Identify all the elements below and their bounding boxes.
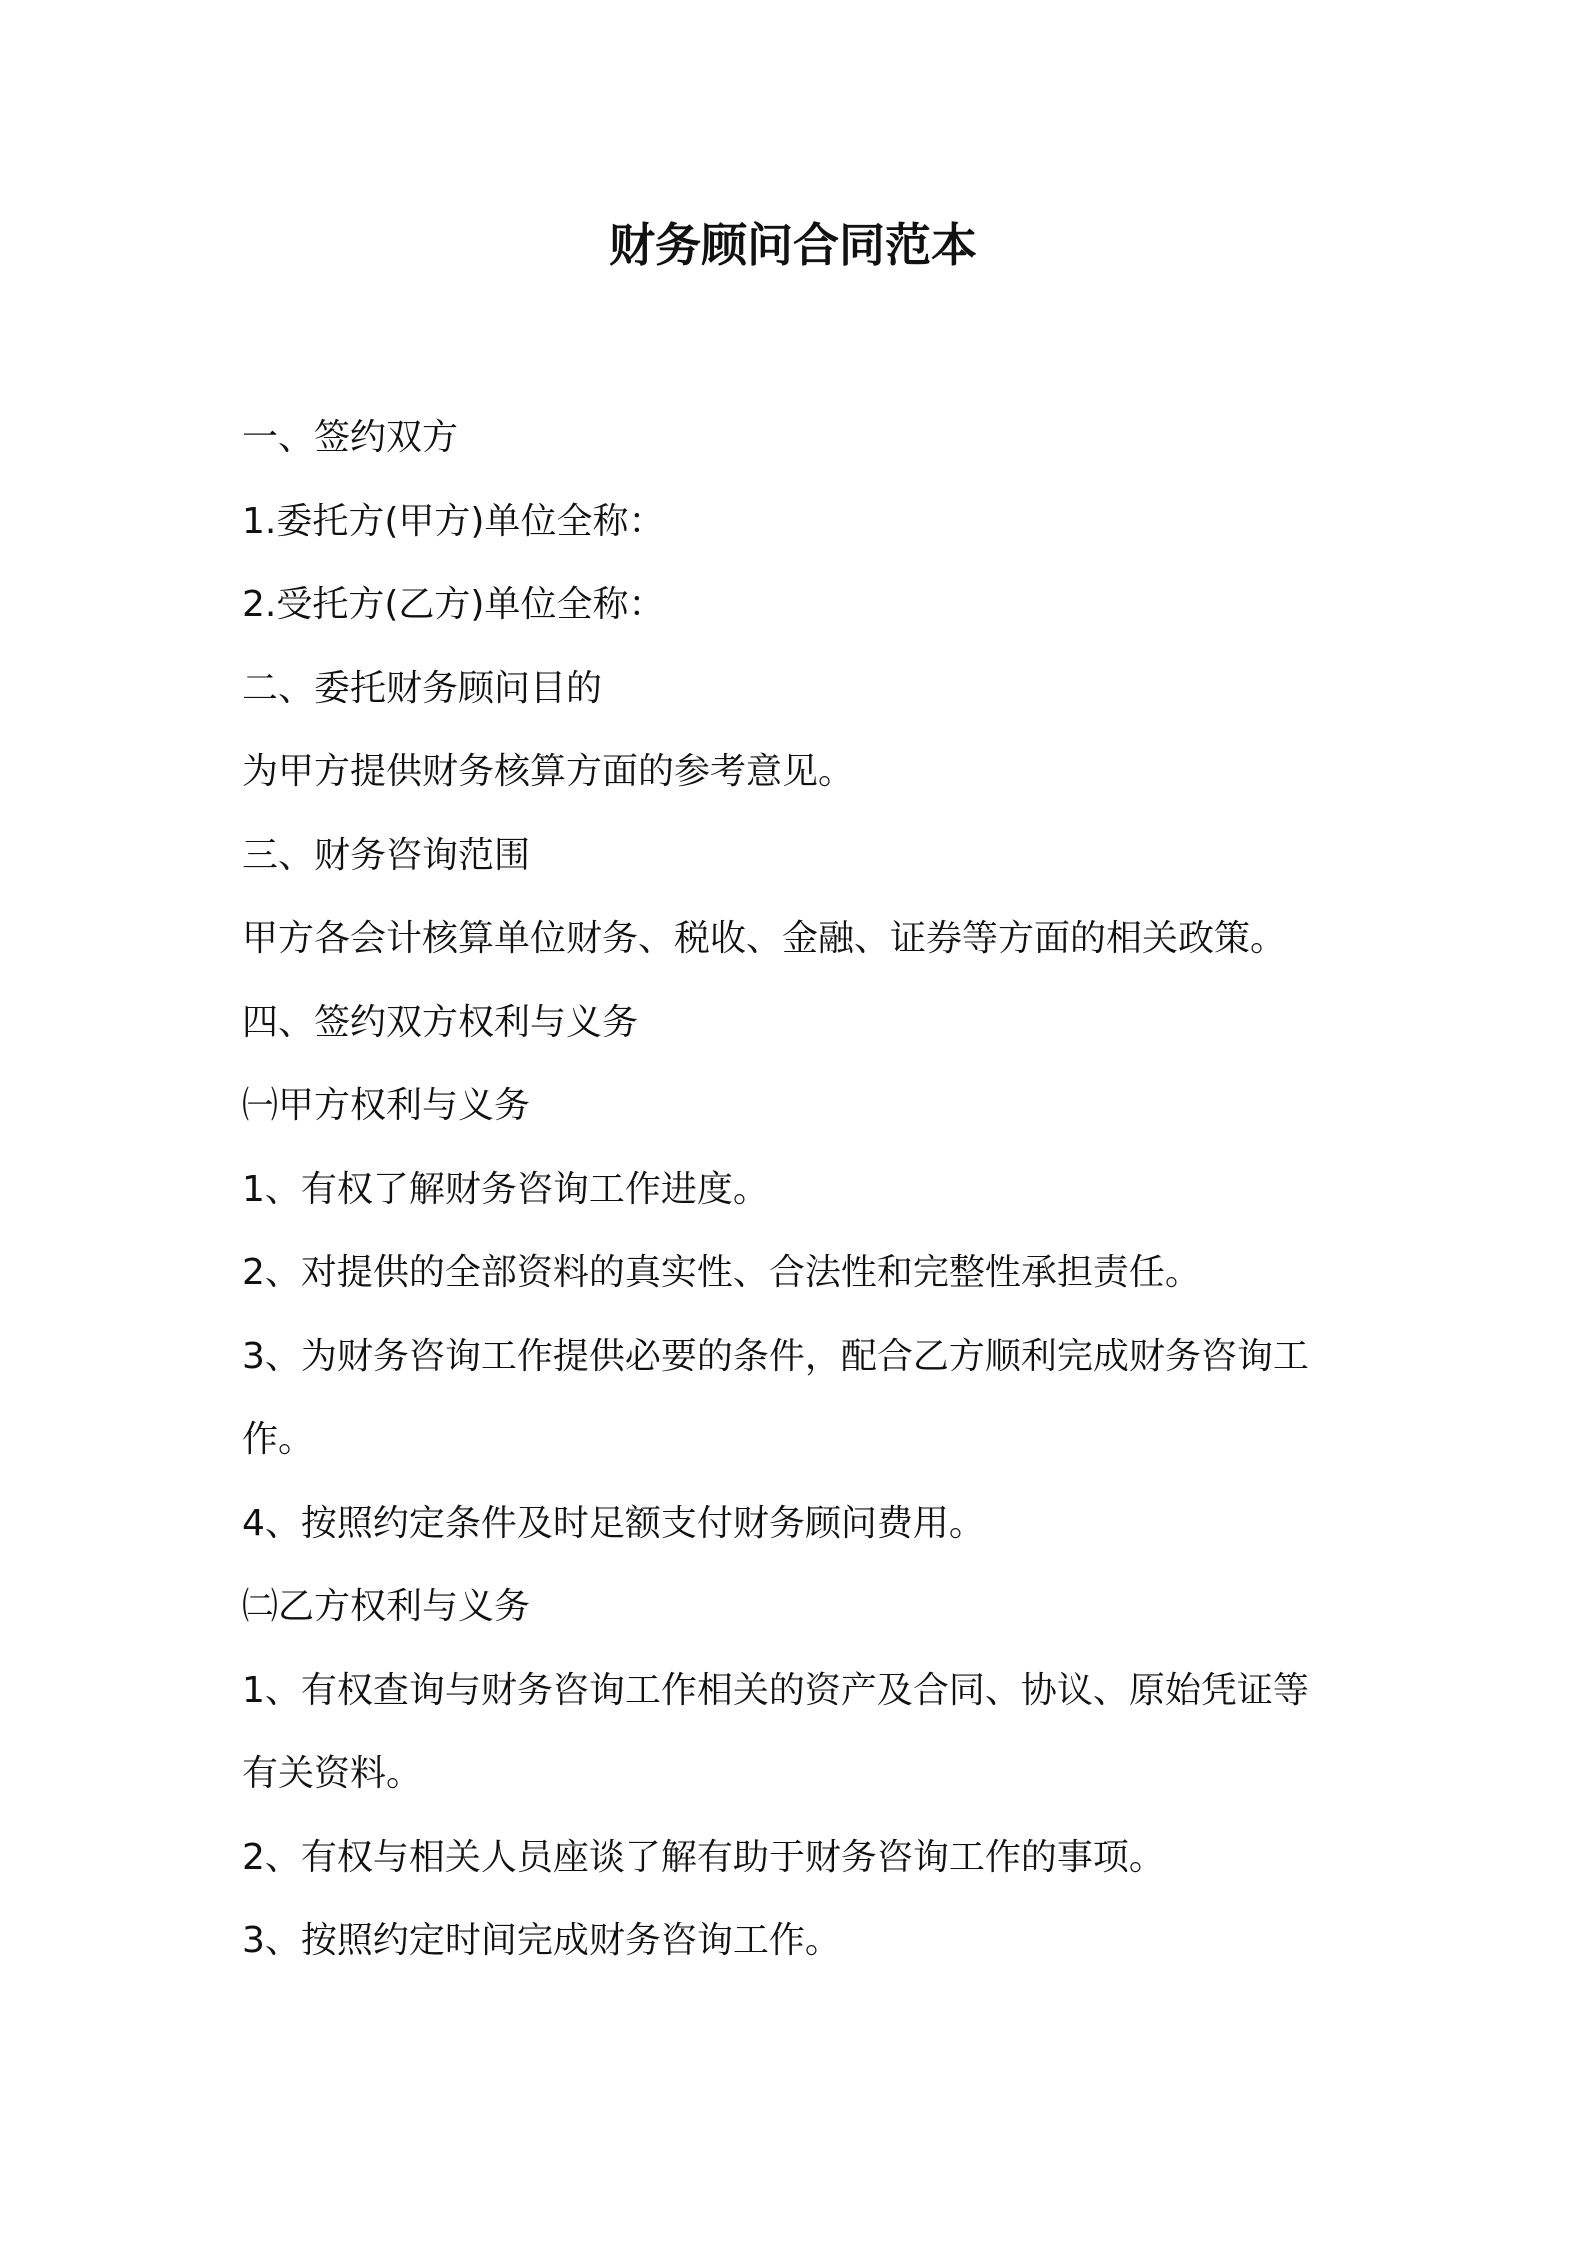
section-heading-parties: 一、签约双方: [242, 417, 459, 458]
scope-text: 甲方各会计核算单位财务、税收、金融、证券等方面的相关政策。: [242, 918, 1287, 959]
section-heading-rights: 四、签约双方权利与义务: [242, 1001, 639, 1043]
document-title: 财务顾问合同范本: [609, 218, 977, 272]
party-a-item: 1、有权了解财务咨询工作进度。: [242, 1168, 769, 1210]
section-heading-purpose: 二、委托财务顾问目的: [242, 667, 603, 709]
party-b-item: 1、有权查询与财务咨询工作相关的资产及合同、协议、原始凭证等: [242, 1669, 1309, 1711]
party-b-name: 2.受托方(乙方)单位全称：: [242, 584, 665, 625]
party-a-item: 3、为财务咨询工作提供必要的条件，配合乙方顺利完成财务咨询工: [242, 1335, 1309, 1377]
party-b-item-continuation: 有关资料。: [242, 1753, 423, 1794]
party-a-name: 1.委托方(甲方)单位全称：: [242, 500, 665, 542]
party-a-item: 2、对提供的全部资料的真实性、合法性和完整性承担责任。: [242, 1252, 1201, 1293]
document-body: [242, 396, 1362, 1983]
subheading-party-b: ㈡乙方权利与义务: [242, 1586, 531, 1627]
party-b-item: 2、有权与相关人员座谈了解有助于财务咨询工作的事项。: [242, 1836, 1165, 1878]
party-a-item: 4、按照约定条件及时足额支付财务顾问费用。: [242, 1502, 985, 1544]
section-heading-scope: 三、财务咨询范围: [242, 834, 531, 876]
subheading-party-a: ㈠甲方权利与义务: [242, 1085, 531, 1126]
party-a-item-continuation: 作。: [242, 1419, 315, 1460]
purpose-text: 为甲方提供财务核算方面的参考意见。: [242, 751, 855, 792]
party-b-item: 3、按照约定时间完成财务咨询工作。: [242, 1920, 841, 1961]
